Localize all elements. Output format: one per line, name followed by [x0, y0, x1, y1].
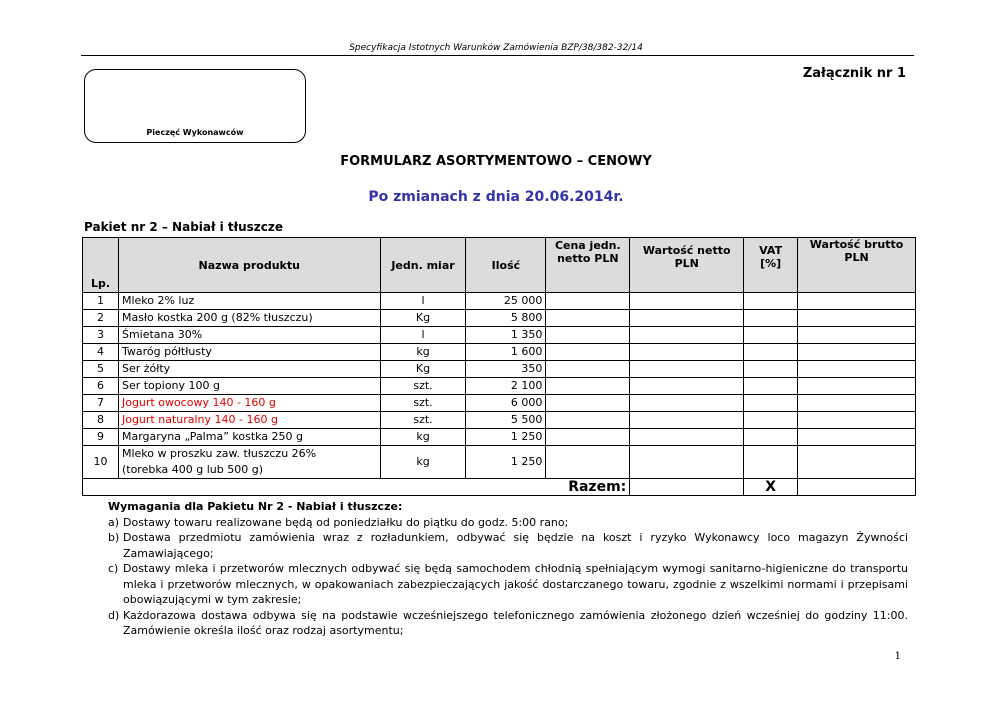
- cell-unit-price[interactable]: [546, 412, 630, 429]
- cell-vat[interactable]: [744, 344, 798, 361]
- table-row: [83, 327, 916, 344]
- cell-qty: 1 250: [466, 429, 546, 446]
- cell-net-value[interactable]: [630, 378, 744, 395]
- cell-lp: 4: [83, 344, 119, 361]
- cell-gross-value[interactable]: [798, 344, 916, 361]
- table-row: [83, 293, 916, 310]
- table-row: [83, 395, 916, 412]
- package-heading: Pakiet nr 2 – Nabiał i tłuszcze: [84, 220, 284, 234]
- cell-lp: 10: [83, 446, 119, 479]
- col-qty: Ilość: [466, 238, 546, 293]
- cell-lp: 7: [83, 395, 119, 412]
- cell-gross-value[interactable]: [798, 327, 916, 344]
- table-header-row: [83, 238, 916, 293]
- cell-name: Ser żółty: [118, 361, 380, 378]
- cell-gross-value[interactable]: [798, 310, 916, 327]
- cell-unit: kg: [380, 446, 466, 479]
- table-row: [83, 378, 916, 395]
- cell-lp: 8: [83, 412, 119, 429]
- total-gross-value[interactable]: [798, 479, 916, 496]
- cell-unit-price[interactable]: [546, 446, 630, 479]
- table-row: [83, 344, 916, 361]
- cell-unit: l: [380, 293, 466, 310]
- cell-net-value[interactable]: [630, 395, 744, 412]
- list-item: [108, 530, 908, 561]
- cell-vat[interactable]: [744, 429, 798, 446]
- cell-unit-price[interactable]: [546, 293, 630, 310]
- stamp-label: Pieczęć Wykonawców: [146, 128, 244, 137]
- cell-gross-value[interactable]: [798, 446, 916, 479]
- cell-lp: 3: [83, 327, 119, 344]
- list-item: [108, 515, 908, 531]
- item-text: Dostawy towaru realizowane będą od poniedziałku do piątku do godz. 5:00 rano;: [123, 515, 569, 529]
- cell-unit-price[interactable]: [546, 395, 630, 412]
- total-vat: X: [744, 479, 798, 496]
- col-unit: Jedn. miar: [380, 238, 466, 293]
- table-row: [83, 429, 916, 446]
- cell-qty: 2 100: [466, 378, 546, 395]
- cell-vat[interactable]: [744, 412, 798, 429]
- cell-unit: szt.: [380, 395, 466, 412]
- cell-unit-price[interactable]: [546, 429, 630, 446]
- item-text: Dostawy mleka i przetworów mlecznych odbywać się będą samochodem chłodnią spełniającym wymogi sanitarno-higieniczne do transportu mleka i przetworów mlecznych, w opakowaniach zabezpieczających jakość dostarczanego towaru, zgodnie z wszelkimi normami i przepisami obowiązującymi w tym zakresie;: [123, 562, 908, 606]
- contractor-stamp-box: [84, 69, 306, 143]
- table-row: [83, 310, 916, 327]
- requirements-title: Wymagania dla Pakietu Nr 2 - Nabiał i tłuszcze:: [108, 500, 403, 513]
- cell-unit-price[interactable]: [546, 310, 630, 327]
- cell-qty: 1 600: [466, 344, 546, 361]
- cell-gross-value[interactable]: [798, 293, 916, 310]
- cell-lp: 5: [83, 361, 119, 378]
- cell-vat[interactable]: [744, 446, 798, 479]
- list-item: [108, 561, 908, 608]
- cell-net-value[interactable]: [630, 310, 744, 327]
- cell-gross-value[interactable]: [798, 361, 916, 378]
- total-row: [83, 479, 916, 496]
- cell-net-value[interactable]: [630, 293, 744, 310]
- cell-name: Twaróg półtłusty: [118, 344, 380, 361]
- col-net-value: Wartość netto PLN: [630, 238, 744, 293]
- cell-unit: szt.: [380, 412, 466, 429]
- cell-unit: l: [380, 327, 466, 344]
- cell-gross-value[interactable]: [798, 429, 916, 446]
- attachment-label: Załącznik nr 1: [802, 66, 906, 81]
- cell-qty: 6 000: [466, 395, 546, 412]
- total-net-value[interactable]: [630, 479, 744, 496]
- cell-vat[interactable]: [744, 378, 798, 395]
- item-letter: c): [108, 562, 119, 575]
- cell-qty: 5 800: [466, 310, 546, 327]
- cell-lp: 2: [83, 310, 119, 327]
- requirements-section: [108, 499, 908, 639]
- cell-net-value[interactable]: [630, 429, 744, 446]
- col-gross-value: Wartość brutto PLN: [798, 238, 916, 293]
- header-divider: [81, 55, 914, 56]
- cell-net-value[interactable]: [630, 344, 744, 361]
- cell-unit: kg: [380, 429, 466, 446]
- cell-gross-value[interactable]: [798, 412, 916, 429]
- table-row: [83, 412, 916, 429]
- cell-qty: 5 500: [466, 412, 546, 429]
- list-item: [108, 608, 908, 639]
- form-subtitle: Po zmianach z dnia 20.06.2014r.: [368, 189, 624, 205]
- cell-name: Śmietana 30%: [118, 327, 380, 344]
- document-header: Specyfikacja Istotnych Warunków Zamówienia BZP/38/382-32/14: [349, 43, 643, 53]
- cell-gross-value[interactable]: [798, 378, 916, 395]
- total-label: Razem:: [83, 479, 630, 496]
- col-vat: VAT [%]: [744, 238, 798, 293]
- cell-qty: 25 000: [466, 293, 546, 310]
- cell-qty: 350: [466, 361, 546, 378]
- table-row: [83, 361, 916, 378]
- cell-net-value[interactable]: [630, 412, 744, 429]
- cell-vat[interactable]: [744, 310, 798, 327]
- cell-unit: kg: [380, 344, 466, 361]
- table-row: [83, 446, 916, 479]
- cell-qty: 1 250: [466, 446, 546, 479]
- col-lp: Lp.: [83, 238, 119, 293]
- cell-unit: szt.: [380, 378, 466, 395]
- cell-vat[interactable]: [744, 361, 798, 378]
- page-number: 1: [894, 651, 901, 662]
- item-letter: b): [108, 531, 120, 544]
- cell-name: Mleko 2% luz: [118, 293, 380, 310]
- item-text: Dostawa przedmiotu zamówienia wraz z rozładunkiem, odbywać się będzie na koszt i ryzyko Wykonawcy loco magazyn Żywności Zamawiającego;: [123, 531, 908, 560]
- item-letter: d): [108, 608, 120, 622]
- cell-unit: Kg: [380, 361, 466, 378]
- cell-unit-price[interactable]: [546, 344, 630, 361]
- cell-name: Jogurt owocowy 140 - 160 g: [118, 395, 380, 412]
- price-table: [82, 237, 916, 496]
- cell-unit-price[interactable]: [546, 361, 630, 378]
- cell-name-line2: (torebka 400 g lub 500 g): [121, 463, 263, 476]
- cell-lp: 9: [83, 429, 119, 446]
- cell-name: Masło kostka 200 g (82% tłuszczu): [118, 310, 380, 327]
- cell-name: Margaryna „Palma” kostka 250 g: [118, 429, 380, 446]
- form-title: FORMULARZ ASORTYMENTOWO – CENOWY: [340, 154, 652, 169]
- cell-gross-value[interactable]: [798, 395, 916, 412]
- cell-vat[interactable]: [744, 327, 798, 344]
- cell-name-line1: Mleko w proszku zaw. tłuszczu 26%: [121, 447, 317, 460]
- cell-unit-price[interactable]: [546, 378, 630, 395]
- cell-lp: 1: [83, 293, 119, 310]
- cell-name: Ser topiony 100 g: [118, 378, 380, 395]
- cell-net-value[interactable]: [630, 327, 744, 344]
- col-unit-price: Cena jedn. netto PLN: [546, 238, 630, 293]
- cell-lp: 6: [83, 378, 119, 395]
- cell-vat[interactable]: [744, 293, 798, 310]
- cell-unit: Kg: [380, 310, 466, 327]
- cell-net-value[interactable]: [630, 446, 744, 479]
- col-name: Nazwa produktu: [118, 238, 380, 293]
- requirements-list: [108, 515, 908, 639]
- cell-unit-price[interactable]: [546, 327, 630, 344]
- cell-qty: 1 350: [466, 327, 546, 344]
- item-text: Każdorazowa dostawa odbywa się na podstawie wcześniejszego telefonicznego zamówienia złożonego dzień wcześniej do godziny 11:00. Zamówienie określa ilość oraz rodzaj asortymentu;: [123, 608, 908, 637]
- cell-name: Jogurt naturalny 140 - 160 g: [118, 412, 380, 429]
- cell-vat[interactable]: [744, 395, 798, 412]
- cell-net-value[interactable]: [630, 361, 744, 378]
- item-letter: a): [108, 515, 120, 529]
- cell-name: [118, 446, 380, 479]
